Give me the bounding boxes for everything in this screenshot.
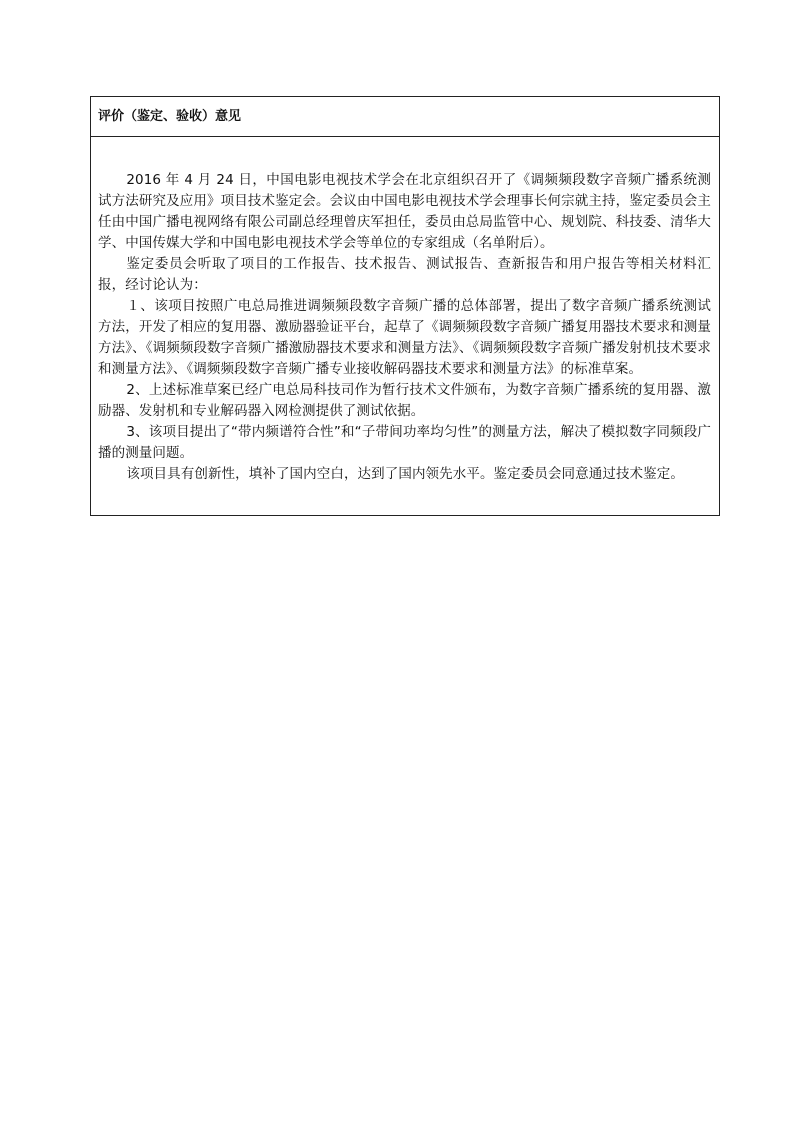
section-title: 评价（鉴定、验收）意见: [98, 108, 242, 124]
paragraph-point-3: 3、该项目提出了“带内频谱符合性”和“子带间功率均匀性”的测量方法，解决了模拟数字同频段广播的测量问题。: [98, 424, 711, 461]
evaluation-opinion-table: [90, 96, 720, 516]
paragraph-point-1: １、该项目按照广电总局推进调频频段数字音频广播的总体部署，提出了数字音频广播系统测试方法，开发了相应的复用器、激励器验证平台，起草了《调频频段数字音频广播复用器技术要求和测量方法》、《调频频段数字音频广播激励器技术要求和测量方法》、《调频频段数字音频广播发射机技术要求和测量方法》、《调频频段数字音频广播专业接收解码器技术要求和测量方法》的标准草案。: [98, 298, 711, 377]
paragraph-meeting-info: 2016 年 4 月 24 日，中国电影电视技术学会在北京组织召开了《调频频段数字音频广播系统测试方法研究及应用》项目技术鉴定会。会议由中国电影电视技术学会理事长何宗就主持，鉴定委员会主任由中国广播电视网络有限公司副总经理曾庆军担任，委员由总局监管中心、规划院、科技委、清华大学、中国传媒大学和中国电影电视技术学会等单位的专家组成（名单附后）。: [98, 172, 711, 251]
opinion-body: [91, 137, 719, 485]
paragraph-conclusion: 该项目具有创新性，填补了国内空白，达到了国内领先水平。鉴定委员会同意通过技术鉴定。: [126, 466, 684, 482]
table-header-row: [91, 97, 719, 137]
paragraph-committee-review: 鉴定委员会听取了项目的工作报告、技术报告、测试报告、查新报告和用户报告等相关材料汇报，经讨论认为：: [98, 256, 711, 293]
paragraph-point-2: 2、上述标准草案已经广电总局科技司作为暂行技术文件颁布，为数字音频广播系统的复用器、激励器、发射机和专业解码器入网检测提供了测试依据。: [98, 382, 711, 419]
